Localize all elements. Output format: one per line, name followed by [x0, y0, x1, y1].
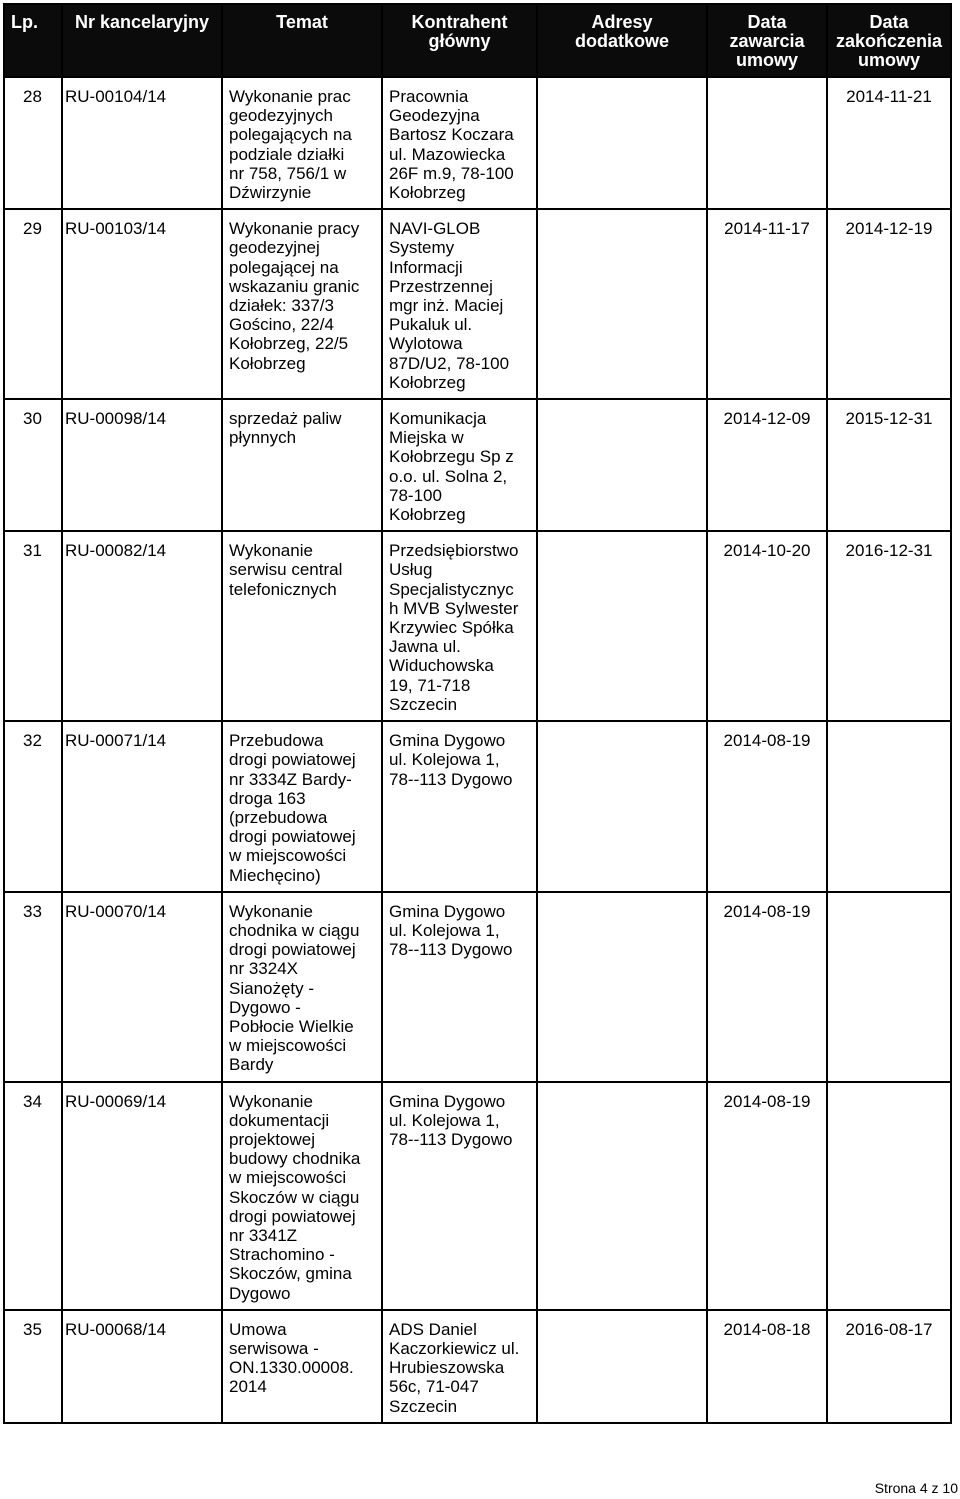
- cell-data-zakonczenia: 2016-08-17: [827, 1310, 951, 1423]
- table-row: [4, 77, 951, 209]
- header-data-zawarcia: Data zawarcia umowy: [707, 4, 827, 77]
- cell-temat: Wykonanie dokumentacji projektowej budowy chodnika w miejscowości Skoczów w ciągu drogi powiatowej nr 3341Z Strachomino - Skoczów, gmina Dygowo: [222, 1082, 382, 1310]
- cell-lp: 28: [4, 77, 62, 209]
- cell-adresy-dodatkowe: [537, 721, 707, 892]
- cell-nr-kancelaryjny: RU-00103/14: [62, 209, 222, 399]
- cell-temat: Umowa serwisowa - ON.1330.00008. 2014: [222, 1310, 382, 1423]
- cell-temat: Wykonanie prac geodezyjnych polegających na podziale działki nr 758, 756/1 w Dźwirzynie: [222, 77, 382, 209]
- cell-nr-kancelaryjny: RU-00104/14: [62, 77, 222, 209]
- cell-nr-kancelaryjny: RU-00082/14: [62, 531, 222, 721]
- cell-data-zawarcia: 2014-10-20: [707, 531, 827, 721]
- cell-data-zakonczenia: 2015-12-31: [827, 399, 951, 531]
- cell-nr-kancelaryjny: RU-00069/14: [62, 1082, 222, 1310]
- cell-temat: Wykonanie chodnika w ciągu drogi powiatowej nr 3324X Sianożęty - Dygowo - Pobłocie Wielkie w miejscowości Bardy: [222, 892, 382, 1082]
- cell-nr-kancelaryjny: RU-00070/14: [62, 892, 222, 1082]
- table-row: [4, 209, 951, 399]
- cell-adresy-dodatkowe: [537, 1310, 707, 1423]
- header-nr-kancelaryjny: Nr kancelaryjny: [62, 4, 222, 77]
- cell-lp: 31: [4, 531, 62, 721]
- cell-nr-kancelaryjny: RU-00068/14: [62, 1310, 222, 1423]
- cell-data-zakonczenia: 2014-12-19: [827, 209, 951, 399]
- table-row: [4, 399, 951, 531]
- cell-kontrahent: Gmina Dygowo ul. Kolejowa 1, 78--113 Dygowo: [382, 892, 537, 1082]
- cell-data-zawarcia: 2014-08-19: [707, 892, 827, 1082]
- cell-data-zakonczenia: [827, 892, 951, 1082]
- cell-data-zakonczenia: [827, 721, 951, 892]
- header-temat: Temat: [222, 4, 382, 77]
- cell-kontrahent: Gmina Dygowo ul. Kolejowa 1, 78--113 Dygowo: [382, 1082, 537, 1310]
- table-row: [4, 892, 951, 1082]
- table-row: [4, 1082, 951, 1310]
- cell-temat: Wykonanie pracy geodezyjnej polegającej na wskazaniu granic działek: 337/3 Gościno, 22/4 Kołobrzeg, 22/5 Kołobrzeg: [222, 209, 382, 399]
- cell-data-zawarcia: 2014-08-19: [707, 721, 827, 892]
- header-kontrahent: Kontrahent główny: [382, 4, 537, 77]
- cell-kontrahent: Pracownia Geodezyjna Bartosz Koczara ul. Mazowiecka 26F m.9, 78-100 Kołobrzeg: [382, 77, 537, 209]
- table-row: [4, 531, 951, 721]
- cell-data-zawarcia: [707, 77, 827, 209]
- page-number: Strona 4 z 10: [874, 1480, 958, 1496]
- cell-adresy-dodatkowe: [537, 77, 707, 209]
- cell-adresy-dodatkowe: [537, 1082, 707, 1310]
- cell-temat: Przebudowa drogi powiatowej nr 3334Z Bardy- droga 163 (przebudowa drogi powiatowej w miejscowości Miechęcino): [222, 721, 382, 892]
- cell-lp: 35: [4, 1310, 62, 1423]
- header-data-zakonczenia: Data zakończenia umowy: [827, 4, 951, 77]
- table-row: [4, 721, 951, 892]
- cell-lp: 33: [4, 892, 62, 1082]
- cell-temat: Wykonanie serwisu central telefonicznych: [222, 531, 382, 721]
- contracts-table: [3, 3, 952, 1424]
- cell-kontrahent: Gmina Dygowo ul. Kolejowa 1, 78--113 Dygowo: [382, 721, 537, 892]
- cell-data-zawarcia: 2014-08-18: [707, 1310, 827, 1423]
- cell-data-zakonczenia: 2016-12-31: [827, 531, 951, 721]
- cell-data-zakonczenia: 2014-11-21: [827, 77, 951, 209]
- cell-nr-kancelaryjny: RU-00098/14: [62, 399, 222, 531]
- cell-data-zawarcia: 2014-12-09: [707, 399, 827, 531]
- header-row: [4, 4, 951, 77]
- cell-data-zawarcia: 2014-11-17: [707, 209, 827, 399]
- cell-adresy-dodatkowe: [537, 209, 707, 399]
- table-row: [4, 1310, 951, 1423]
- cell-temat: sprzedaż paliw płynnych: [222, 399, 382, 531]
- cell-kontrahent: Komunikacja Miejska w Kołobrzegu Sp z o.o. ul. Solna 2, 78-100 Kołobrzeg: [382, 399, 537, 531]
- cell-lp: 30: [4, 399, 62, 531]
- cell-lp: 32: [4, 721, 62, 892]
- cell-adresy-dodatkowe: [537, 531, 707, 721]
- cell-lp: 29: [4, 209, 62, 399]
- header-adresy-dodatkowe: Adresy dodatkowe: [537, 4, 707, 77]
- cell-data-zakonczenia: [827, 1082, 951, 1310]
- cell-data-zawarcia: 2014-08-19: [707, 1082, 827, 1310]
- cell-kontrahent: Przedsiębiorstwo Usług Specjalistycznyc h MVB Sylwester Krzywiec Spółka Jawna ul. Widuchowska 19, 71-718 Szczecin: [382, 531, 537, 721]
- cell-kontrahent: NAVI-GLOB Systemy Informacji Przestrzennej mgr inż. Maciej Pukaluk ul. Wylotowa 87D/U2, 78-100 Kołobrzeg: [382, 209, 537, 399]
- cell-kontrahent: ADS Daniel Kaczorkiewicz ul. Hrubieszowska 56c, 71-047 Szczecin: [382, 1310, 537, 1423]
- cell-adresy-dodatkowe: [537, 892, 707, 1082]
- cell-nr-kancelaryjny: RU-00071/14: [62, 721, 222, 892]
- cell-adresy-dodatkowe: [537, 399, 707, 531]
- cell-lp: 34: [4, 1082, 62, 1310]
- header-lp: Lp.: [4, 4, 62, 77]
